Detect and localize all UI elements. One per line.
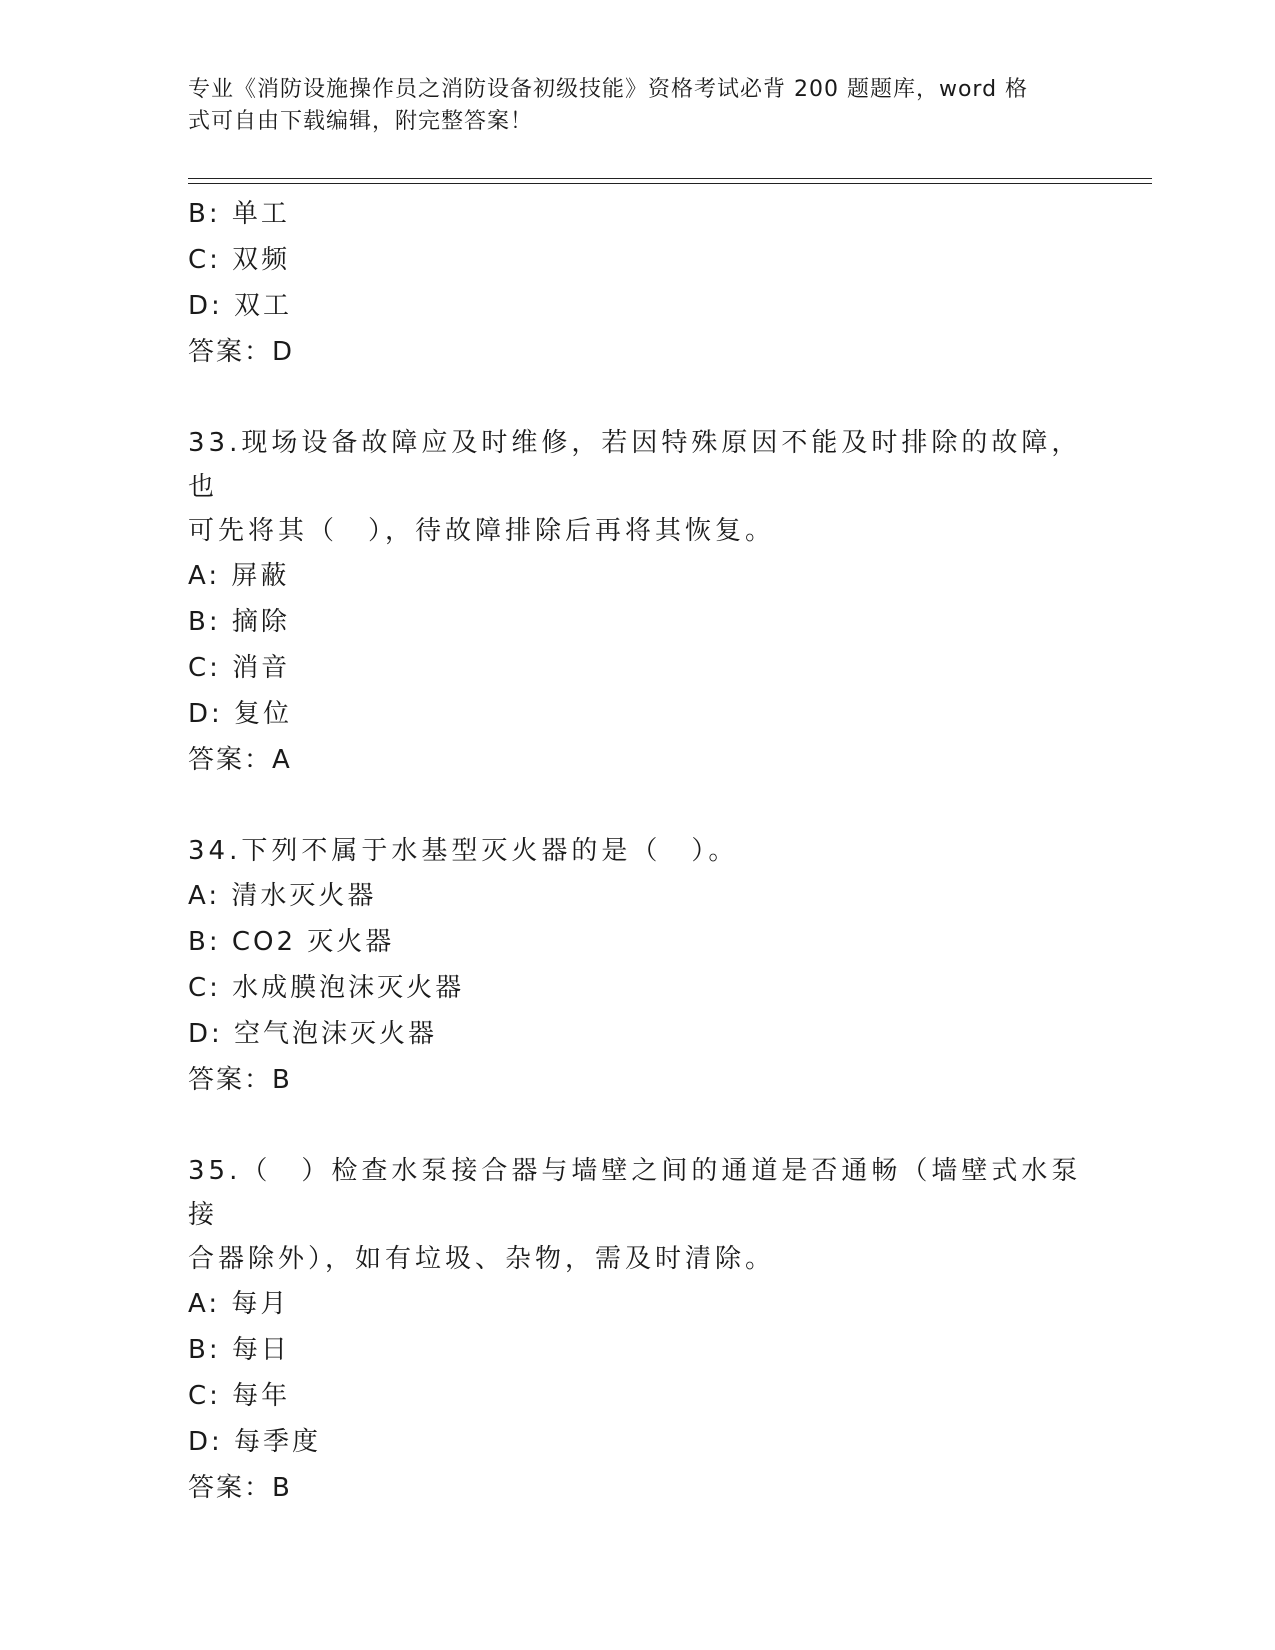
option-b: B: 每日 xyxy=(188,1335,290,1365)
question-35 xyxy=(188,1149,1088,1511)
answer: 答案：B xyxy=(188,1473,292,1503)
option-b: B: 摘除 xyxy=(188,607,290,637)
document-header xyxy=(188,74,1068,138)
option-c: C: 双频 xyxy=(188,245,291,275)
option-b: B: CO2 灭火器 xyxy=(188,927,395,957)
option-a: A: 清水灭火器 xyxy=(188,881,377,911)
question-text-line-1: 34.下列不属于水基型灭火器的是（ ）。 xyxy=(188,836,739,866)
question-32-continued xyxy=(188,191,1088,375)
question-text-line-2: 合器除外），如有垃圾、杂物，需及时清除。 xyxy=(188,1244,776,1274)
question-text-line-2: 可先将其（ ），待故障排除后再将其恢复。 xyxy=(188,516,776,546)
question-text-line-1: 35.（ ）检查水泵接合器与墙壁之间的通道是否通畅（墙壁式水泵接 xyxy=(188,1156,1082,1230)
answer: 答案：D xyxy=(188,337,295,367)
answer: 答案：A xyxy=(188,745,292,775)
question-text-line-1: 33.现场设备故障应及时维修，若因特殊原因不能及时排除的故障，也 xyxy=(188,428,1082,502)
answer: 答案：B xyxy=(188,1065,292,1095)
header-line-1: 专业《消防设施操作员之消防设备初级技能》资格考试必背 200 题题库，word 格 xyxy=(188,77,1029,102)
option-d: D: 复位 xyxy=(188,699,293,729)
question-33 xyxy=(188,421,1088,783)
option-a: A: 每月 xyxy=(188,1289,290,1319)
option-b: B: 单工 xyxy=(188,199,290,229)
option-c: C: 水成膜泡沫灭火器 xyxy=(188,973,465,1003)
question-34 xyxy=(188,829,1088,1103)
header-divider-top xyxy=(188,178,1152,179)
question-list xyxy=(188,191,1088,1511)
option-a: A: 屏蔽 xyxy=(188,561,290,591)
option-c: C: 消音 xyxy=(188,653,291,683)
option-d: D: 双工 xyxy=(188,291,293,321)
option-d: D: 每季度 xyxy=(188,1427,322,1457)
option-d: D: 空气泡沫灭火器 xyxy=(188,1019,438,1049)
header-line-2: 式可自由下载编辑，附完整答案！ xyxy=(188,109,534,134)
header-divider-bottom xyxy=(188,183,1152,184)
option-c: C: 每年 xyxy=(188,1381,291,1411)
